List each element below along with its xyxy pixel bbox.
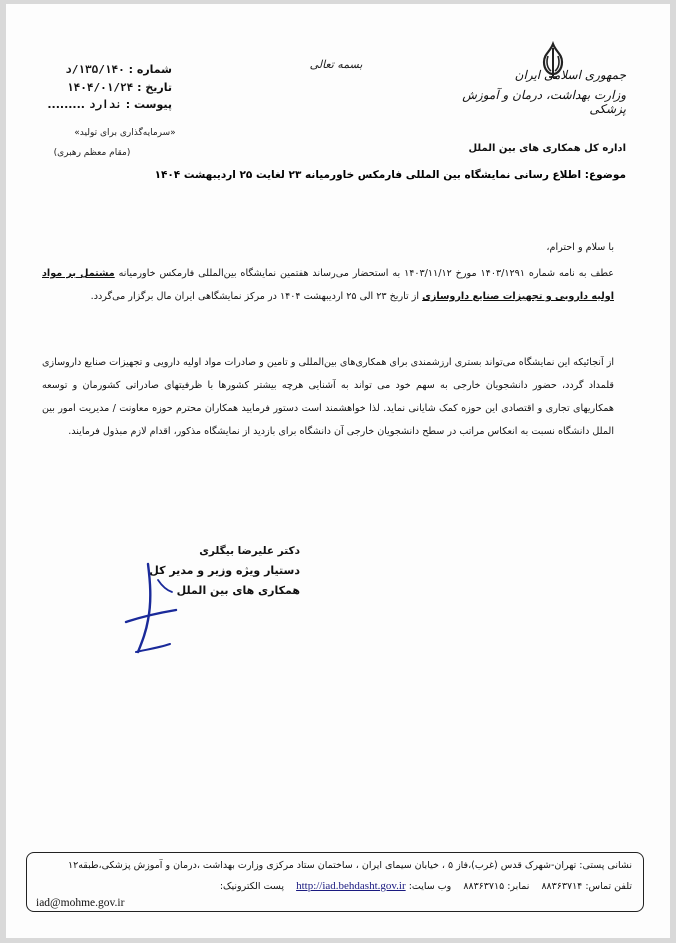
email-address[interactable]: iad@mohme.gov.ir: [36, 897, 125, 909]
fax-label: نمابر:: [507, 881, 530, 892]
letter-number-value: ۱۳۵/۱۴۰/د: [65, 63, 125, 76]
paragraph-1-start: عطف به نامه شماره ۱۴۰۳/۱۲۹۱ مورخ ۱۴۰۳/۱۱/۱۲ به استحضار می‌رساند هفتمین نمایشگاه بین‌المللی فارمکس خاورمیانه: [114, 268, 614, 279]
letter-subject: موضوع: اطلاع رسانی نمایشگاه بین المللی فارمکس خاورمیانه ۲۳ لغایت ۲۵ اردیبهشت ۱۴۰۴: [154, 169, 626, 181]
letter-attachment-value: ندارد: [88, 98, 122, 111]
paragraph-2: از آنجائیکه این نمایشگاه می‌تواند بستری ارزشمندی برای همکاری‌های بین‌المللی و تامین و صادرات مواد اولیه دارویی و تجهیزات صنایع داروسازی قلمداد گردد، حضور دانشجویان خارجی به سهم خود می تواند به آشنایی هرچه بیشتر کشورها با ظرفیتهای صادراتی کشورمان و توسعه همکاریهای تجاری و اقتصادی این حوزه کمک شایانی نماید. لذا خواهشمند است دستور فرمایید همکاران محترم حوزه معاونت / مدیریت امور بین الملل دانشگاه نسبت به انعکاس مراتب در سطح دانشجویان خارجی آن دانشگاه برای بازدید از نمایشگاه مذکور، اقدام لازم مبذول فرمایند.: [42, 357, 614, 437]
paragraph-1-underlined: مشتمل بر مواد اولیه دارویی و تجهیزات صنایع داروسازی: [42, 268, 614, 302]
department-title: اداره کل همکاری های بین الملل: [468, 143, 626, 154]
letter-date-label: تاریخ: [145, 81, 172, 94]
year-slogan: «سرمایه‌گذاری برای تولید»: [74, 128, 176, 138]
footer-phone-fax-web: [36, 880, 632, 892]
gov-title-line2: وزارت بهداشت، درمان و آموزش پزشکی: [462, 88, 626, 116]
phone-label: تلفن تماس:: [585, 881, 632, 892]
handwritten-signature-icon: [118, 560, 188, 660]
year-slogan-source: (مقام معظم رهبری): [53, 148, 131, 158]
greeting: با سلام و احترام،: [546, 242, 614, 253]
paragraph-1-end: از تاریخ ۲۳ الی ۲۵ اردیبهشت ۱۴۰۴ در مرکز نمایشگاهی ایران مال برگزار می‌گردد.: [90, 291, 423, 302]
letter-attachment: پیوست : ندارد .........: [47, 98, 172, 111]
email-label: پست الکترونیک:: [219, 881, 284, 892]
bismillah-heading: بسمه تعالی: [309, 58, 363, 71]
website-link[interactable]: http://iad.behdasht.gov.ir: [296, 880, 406, 892]
letter-page: [6, 4, 670, 938]
letter-number-label: شماره: [136, 63, 172, 76]
paragraph-1: [42, 262, 614, 308]
fax-number: ۸۸۳۶۳۷۱۵: [463, 881, 505, 892]
letter-number: شماره : ۱۳۵/۱۴۰/د: [65, 63, 172, 76]
phone-number: ۸۸۳۶۳۷۱۴: [541, 881, 583, 892]
footer-email-line: [36, 897, 632, 909]
gov-title-line1: جمهوری اسلامی ایران: [514, 68, 626, 82]
signatory-title-line1: دستیار ویژه وزیر و مدیر کل: [149, 564, 300, 577]
website-label: وب سایت:: [408, 881, 452, 892]
letter-date: تاریخ : ۱۴۰۴/۰۱/۲۴: [67, 81, 172, 94]
letter-attachment-label: پیوست: [134, 98, 172, 111]
signatory-name: دکتر علیرضا بیگلری: [199, 545, 300, 557]
signatory-title-line2: همکاری های بین الملل: [176, 584, 300, 597]
letter-date-value: ۱۴۰۴/۰۱/۲۴: [67, 81, 134, 94]
footer-address: نشانی پستی: تهران-شهرک قدس (غرب)،فاز ۵ ، خیابان سیمای ایران ، ساختمان ستاد مرکزی وزارت بهداشت ،درمان و آموزش پزشکی،طبقه۱۲: [67, 860, 632, 871]
